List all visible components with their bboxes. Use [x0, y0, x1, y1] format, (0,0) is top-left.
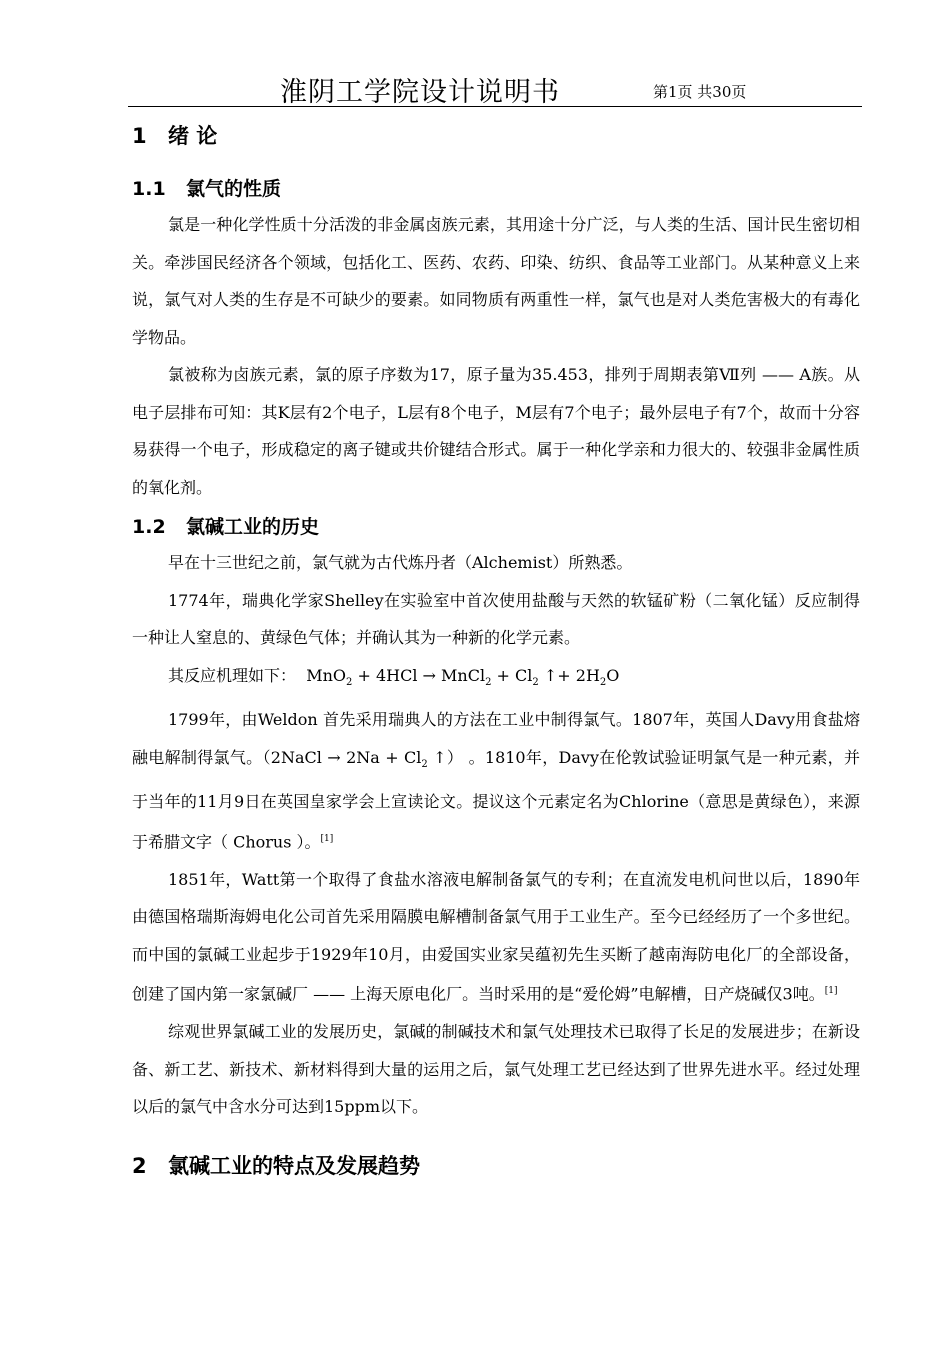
section-title: 绪 论: [168, 124, 218, 148]
reaction-equation: MnO$_2$ + 4HCl → MnCl$_2$ + $Cl_2$ ↑+ $2H_2O$: [306, 665, 620, 688]
section-heading-1-1: [132, 172, 860, 206]
reaction-lead: 其反应机理如下：: [168, 665, 297, 685]
section-heading-1: [132, 118, 860, 154]
section-title: 氯碱工业的历史: [186, 516, 320, 538]
citation-ref: [1]: [320, 833, 334, 844]
document-title: 淮阴工学院设计说明书: [280, 77, 560, 108]
paragraph-weldon-davy: 1799年，由Weldon 首先采用瑞典人的方法在工业中制得氯气。1807年，英国人Davy用食盐熔融电解制得氯气。（2NaCl → $2Na + Cl_2$ ↑） 。1810年，Davy在伦敦试验证明氯气是一种元素，并于当年的11月9日在英国皇家学会上宣读论文。提议这个元素定名为Chlorine（意思是黄绿色），来源于希腊文字（ Chorus ）。[1]: [132, 710, 860, 852]
page-number: 第1页 共30页: [653, 83, 747, 101]
paragraph-chlorine-uses: 氯是一种化学性质十分活泼的非金属卤族元素，其用途十分广泛，与人类的生活、国计民生密切相关。牵涉国民经济各个领域，包括化工、医药、农药、印染、纺织、食品等工业部门。从某种意义上来说，氯气对人类的生存是不可缺少的要素。如同物质有两重性一样，氯气也是对人类危害极大的有毒化学物品。: [132, 215, 860, 347]
section-number: 1.1: [132, 178, 166, 200]
page-header: [128, 68, 862, 107]
section-title: 氯碱工业的特点及发展趋势: [168, 1153, 420, 1178]
section-number: 1.2: [132, 516, 166, 538]
document-body: [132, 118, 860, 1184]
citation-ref: [1]: [824, 986, 838, 997]
section-heading-1-2: [132, 510, 860, 544]
paragraph-alchemist: 早在十三世纪之前，氯气就为古代炼丹者（Alchemist）所熟悉。: [168, 553, 633, 572]
paragraph-shelley: 1774年，瑞典化学家Shelley在实验室中首次使用盐酸与天然的软锰矿粉（二氧化锰）反应制得一种让人窒息的、黄绿色气体；并确认其为一种新的化学元素。: [132, 590, 860, 647]
section-heading-2: [132, 1148, 860, 1184]
section-number: 2: [132, 1153, 147, 1178]
section-title: 氯气的性质: [186, 178, 282, 200]
paragraph-watt-history: 1851年，Watt第一个取得了食盐水溶液电解制备氯气的专利；在直流发电机问世以后，1890年由德国格瑞斯海姆电化公司首先采用隔膜电解槽制备氯气用于工业生产。至今已经经历了一个多世纪。而中国的氯碱工业起步于1929年10月，由爱国实业家吴蕴初先生买断了越南海防电化厂的全部设备，创建了国内第一家氯碱厂 —— 上海天原电化厂。当时采用的是“爱伦姆”电解槽，日产烧碱仅3吨。[1]: [132, 869, 860, 1004]
paragraph-reaction: [132, 657, 860, 702]
section-number: 1: [132, 124, 147, 148]
paragraph-chlorine-element: 氯被称为卤族元素，氯的原子序数为17，原子量为35.453，排列于周期表第Ⅶ列 —— A族。从电子层排布可知：其K层有2个电子，L层有8个电子，M层有7个电子；最外层电子有7个，故而十分容易获得一个电子，形成稳定的离子键或共价键结合形式。属于一种化学亲和力很大的、较强非金属性质的氧化剂。: [132, 365, 860, 497]
paragraph-overview: 综观世界氯碱工业的发展历史，氯碱的制碱技术和氯气处理技术已取得了长足的发展进步；在新设备、新工艺、新技术、新材料得到大量的运用之后，氯气处理工艺已经达到了世界先进水平。经过处理以后的氯气中含水分可达到15ppm以下。: [132, 1022, 860, 1117]
